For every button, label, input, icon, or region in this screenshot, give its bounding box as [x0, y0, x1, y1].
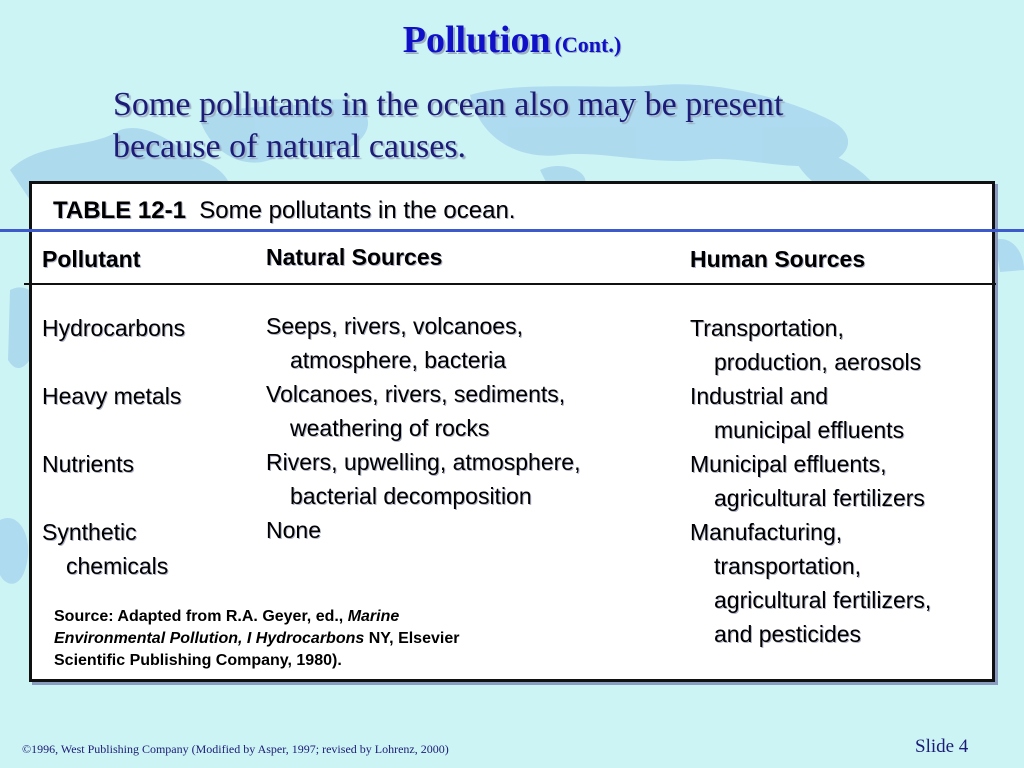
header-black-rule	[24, 283, 996, 285]
natural-nutrients: Rivers, upwelling, atmosphere, bacterial decomposition	[266, 449, 581, 509]
source-italic-2: Environmental Pollution, I Hydrocarbons	[54, 630, 365, 647]
slide-title	[0, 18, 1024, 62]
human-heavy-metals: Industrial and municipal effluents	[690, 383, 905, 443]
source-prefix: Source: Adapted from R.A. Geyer, ed.,	[54, 608, 344, 625]
source-italic-1: Marine	[347, 608, 400, 625]
pollutant-heavy-metals: Heavy metals	[42, 383, 182, 409]
human-synthetic: Manufacturing, transportation, agricultural fertilizers, and pesticides	[690, 519, 932, 647]
human-hydrocarbons: Transportation, production, aerosols	[690, 315, 922, 375]
pollutant-hydrocarbons: Hydrocarbons	[42, 315, 186, 341]
table-caption	[53, 197, 515, 225]
slide-subtitle	[113, 84, 993, 168]
subtitle-line-2: because of natural causes.	[113, 128, 467, 165]
col-header-natural: Natural Sources	[266, 244, 443, 270]
human-nutrients: Municipal effluents, agricultural fertilizers	[690, 451, 925, 511]
col-header-pollutant: Pollutant	[42, 246, 141, 272]
title-main: Pollution	[402, 19, 551, 61]
natural-synthetic: None	[266, 517, 321, 543]
natural-hydrocarbons: Seeps, rivers, volcanoes, atmosphere, bacteria	[266, 313, 523, 373]
subtitle-line-1: Some pollutants in the ocean also may be present	[113, 86, 784, 123]
source-suffix-2: NY, Elsevier	[368, 630, 460, 647]
table-caption-text: Some pollutants in the ocean.	[199, 197, 516, 224]
header-blue-rule	[0, 229, 1024, 232]
table-source-note	[54, 606, 594, 672]
title-cont: (Cont.)	[554, 32, 622, 57]
table-label: TABLE 12-1	[53, 197, 186, 224]
col-header-human: Human Sources	[690, 246, 866, 272]
pollutant-synthetic-chemicals: Synthetic chemicals	[42, 519, 169, 579]
slide-number: Slide 4	[915, 736, 969, 757]
pollutant-nutrients: Nutrients	[42, 451, 135, 477]
natural-heavy-metals: Volcanoes, rivers, sediments, weathering of rocks	[266, 381, 566, 441]
copyright-footer: ©1996, West Publishing Company (Modified by Asper, 1997; revised by Lohrenz, 2000)	[22, 742, 449, 756]
source-line-3: Scientific Publishing Company, 1980).	[54, 652, 342, 669]
